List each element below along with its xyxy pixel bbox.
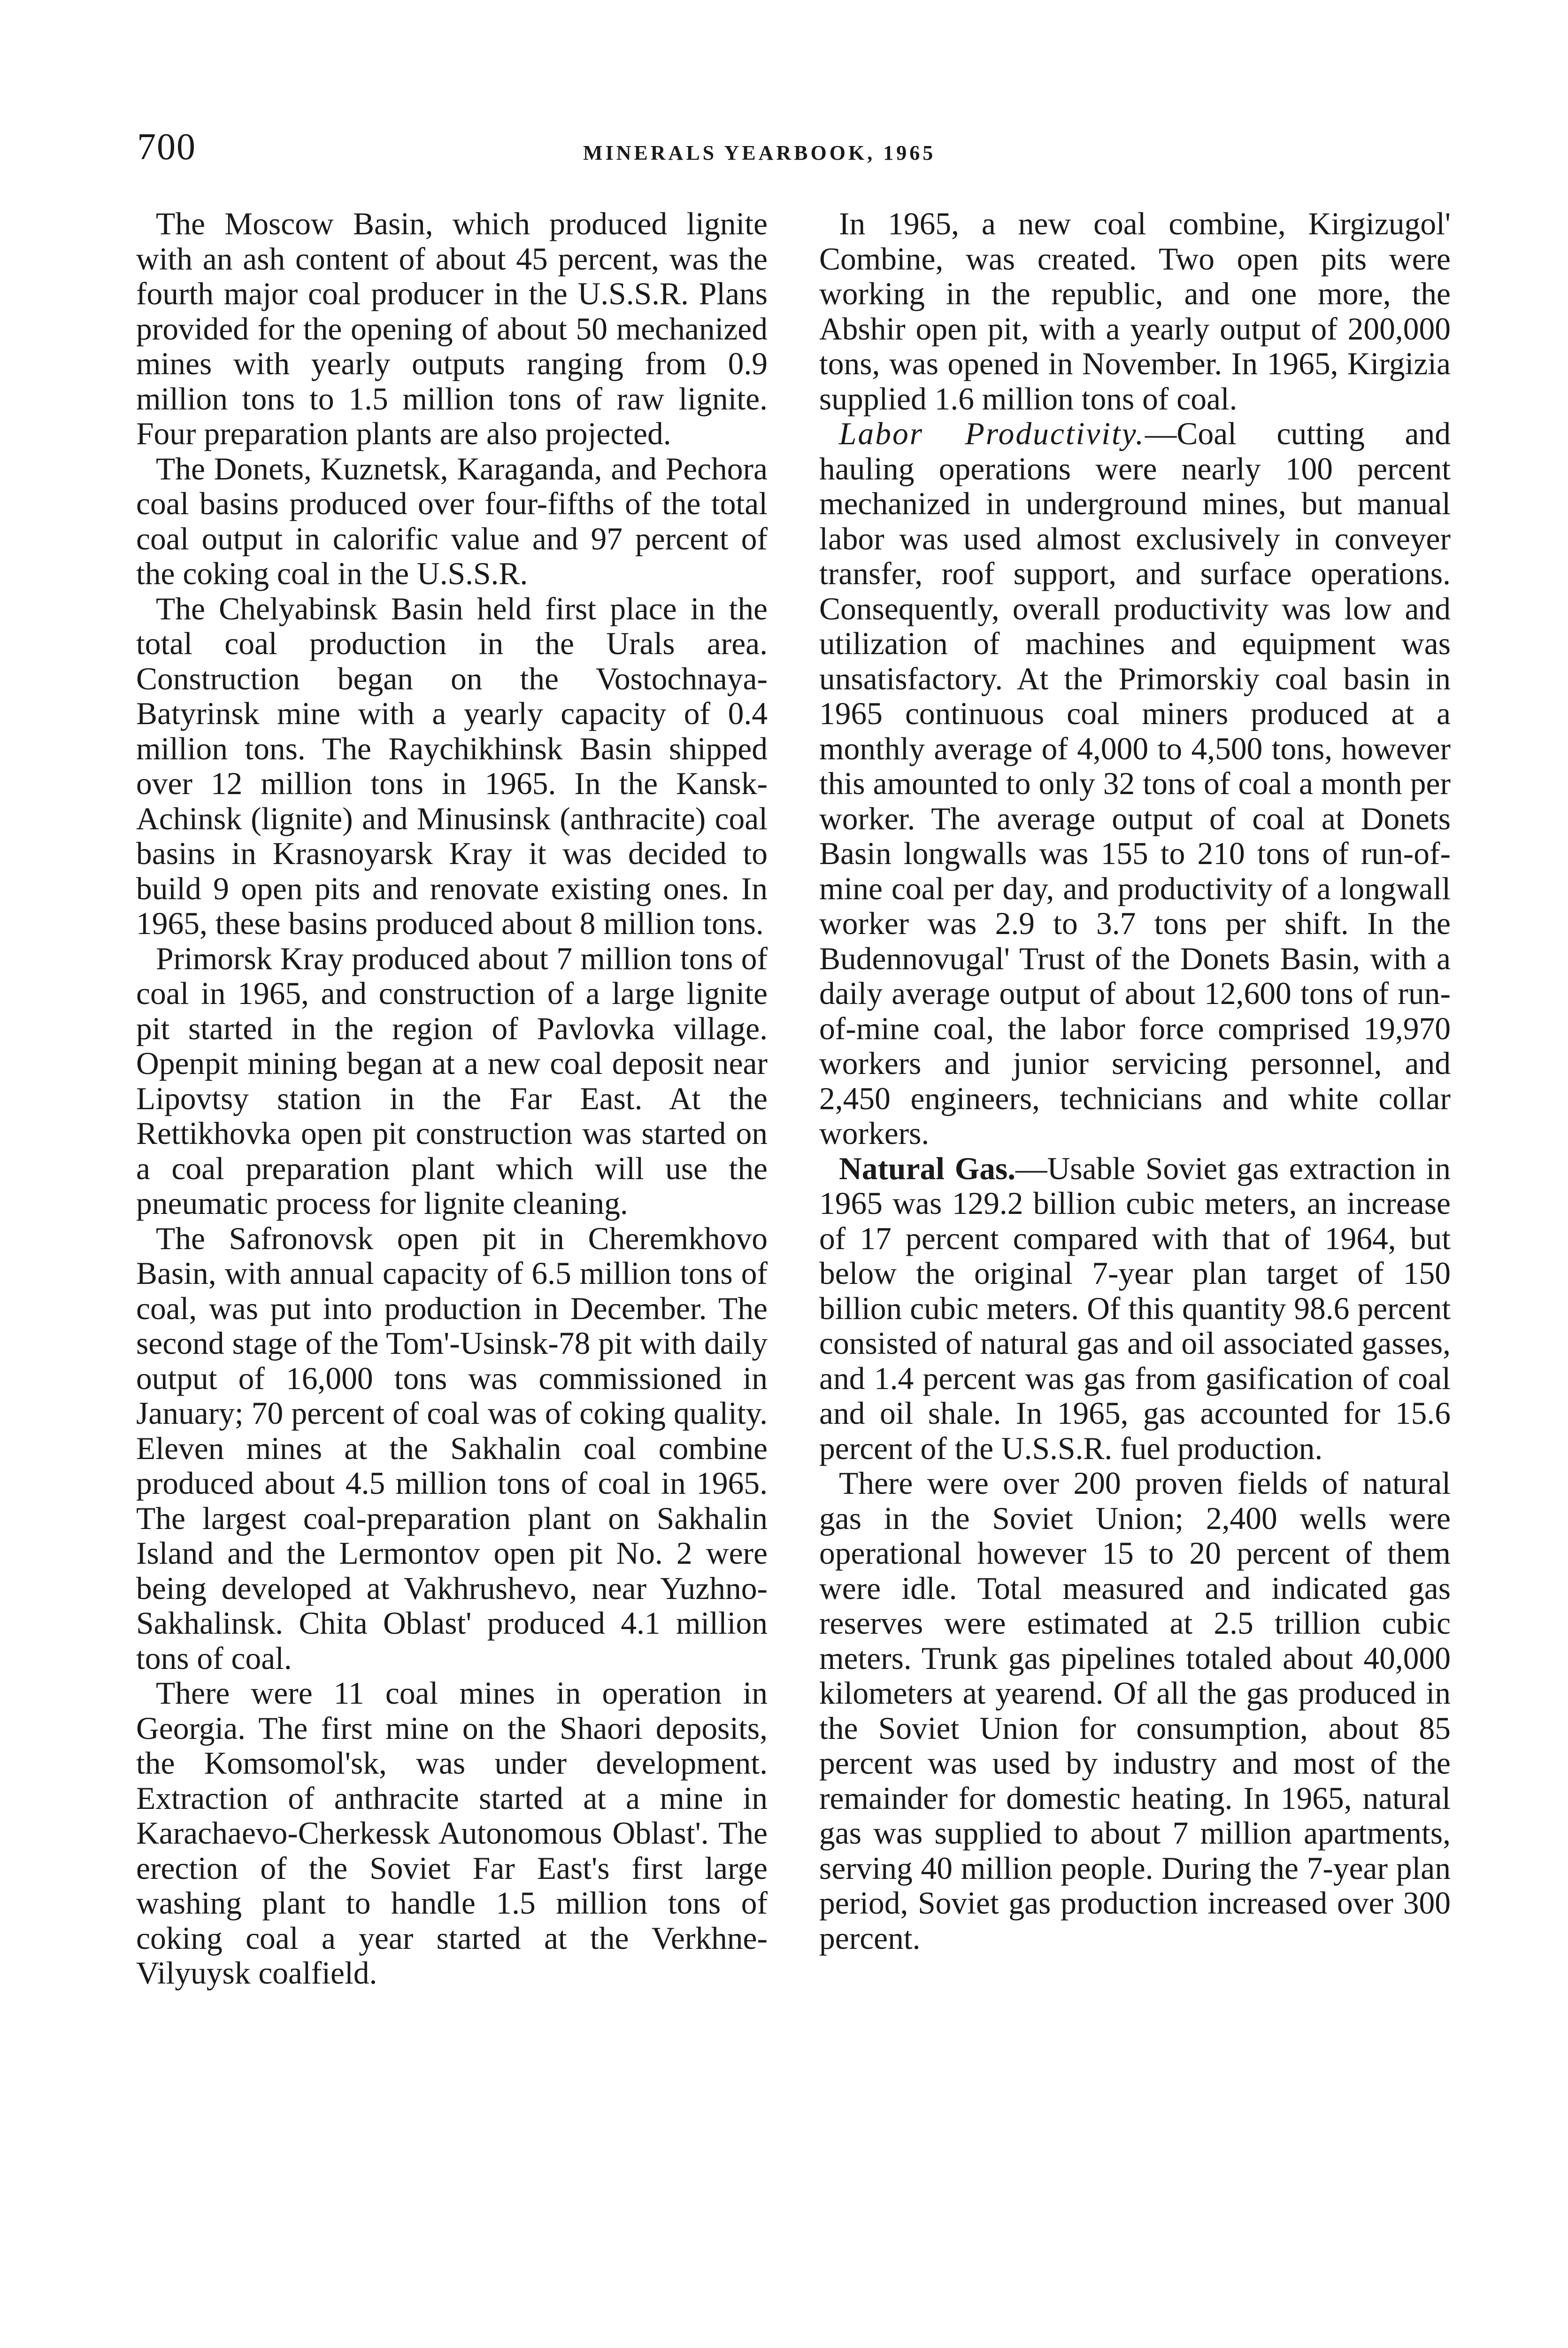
paragraph-chelyabinsk-basin: The Chelyabinsk Basin held first place in the total coal production in the Urals area. Construction began on the Vostochnaya-Batyrinsk mine with a yearly capacity of 0.4 million tons. The Raychikhinsk Basin shipped over 12 million tons in 1965. In the Kansk-Achinsk (lignite) and Minusinsk (anthracite) coal basins in Krasnoyarsk Kray it was decided to build 9 open pits and renovate existing ones. In 1965, these basins produced about 8 million tons. [136,591,768,941]
paragraph-natural-gas [819,1151,1451,1467]
paragraph-georgia-mines: There were 11 coal mines in operation in Georgia. The first mine on the Shaori deposits, the Komsomol'sk, was under development. Extraction of anthracite started at a mine in Karachaevo-Cherkessk Autonomous Oblast'. The erection of the Soviet Far East's first large washing plant to handle 1.5 million tons of coking coal a year started at the Verkhne-Vilyuysk coalfield. [136,1676,768,1991]
page-number: 700 [137,126,196,168]
paragraph-labor-productivity [819,417,1451,1151]
paragraph-donets-basins: The Donets, Kuznetsk, Karaganda, and Pechora coal basins produced over four-fifths of the total coal output in calorific value and 97 percent of the coking coal in the U.S.S.R. [136,451,768,591]
page-header [137,126,1447,178]
left-column [136,207,768,1991]
section-heading-labor-productivity: Labor Productivity. [839,416,1145,451]
right-column [819,207,1451,1956]
paragraph-gas-fields: There were over 200 proven fields of natural gas in the Soviet Union; 2,400 wells were operational however 15 to 20 percent of them were idle. Total measured and indicated gas reserves were estimated at 2.5 trillion cubic meters. Trunk gas pipelines totaled about 40,000 kilometers at yearend. Of all the gas produced in the Soviet Union for consumption, about 85 percent was used by industry and most of the remainder for domestic heating. In 1965, natural gas was supplied to about 7 million apartments, serving 40 million people. During the 7-year plan period, Soviet gas production increased over 300 percent. [819,1466,1451,1956]
paragraph-safronovsk-pit: The Safronovsk open pit in Cheremkhovo Basin, with annual capacity of 6.5 million tons of coal, was put into production in December. The second stage of the Tom'-Usinsk-78 pit with daily output of 16,000 tons was commissioned in January; 70 percent of coal was of coking quality. Eleven mines at the Sakhalin coal combine produced about 4.5 million tons of coal in 1965. The largest coal-preparation plant on Sakhalin Island and the Lermontov open pit No. 2 were being developed at Vakhrushevo, near Yuzhno-Sakhalinsk. Chita Oblast' produced 4.1 million tons of coal. [136,1220,768,1676]
paragraph-moscow-basin: The Moscow Basin, which produced lignite with an ash content of about 45 percent, was the fourth major coal producer in the U.S.S.R. Plans provided for the opening of about 50 mechanized mines with yearly outputs ranging from 0.9 million tons to 1.5 million tons of raw lignite. Four preparation plants are also projected. [136,206,768,451]
natural-gas-text: —Usable Soviet gas extraction in 1965 was 129.2 billion cubic meters, an increase of 17 percent compared with that of 1964, but below the original 7-year plan target of 150 billion cubic meters. Of this quantity 98.6 percent consisted of natural gas and oil associated gasses, and 1.4 percent was gas from gasification of coal and oil shale. In 1965, gas accounted for 15.6 percent of the U.S.S.R. fuel production. [819,1151,1451,1466]
paragraph-kirgizugol: In 1965, a new coal combine, Kirgizugol' Combine, was created. Two open pits were working in the republic, and one more, the Abshir open pit, with a yearly output of 200,000 tons, was opened in November. In 1965, Kirgizia supplied 1.6 million tons of coal. [819,206,1451,417]
paragraph-primorsk-kray: Primorsk Kray produced about 7 million tons of coal in 1965, and construction of a large lignite pit started in the region of Pavlovka village. Openpit mining began at a new coal deposit near Lipovtsy station in the Far East. At the Rettikhovka open pit construction was started on a coal preparation plant which will use the pneumatic process for lignite cleaning. [136,941,768,1221]
labor-productivity-text: —Coal cutting and hauling operations were nearly 100 percent mechanized in underground mines, but manual labor was used almost exclusively in conveyer transfer, roof support, and surface operations. Consequently, overall productivity was low and utilization of machines and equipment was unsatisfactory. At the Primorskiy coal basin in 1965 continuous coal miners produced at a monthly average of 4,000 to 4,500 tons, however this amounted to only 32 tons of coal a month per worker. The average output of coal at Donets Basin longwalls was 155 to 210 tons of run-of-mine coal per day, and productivity of a longwall worker was 2.9 to 3.7 tons per shift. In the Budennovugal' Trust of the Donets Basin, with a daily average output of about 12,600 tons of run-of-mine coal, the labor force comprised 19,970 workers and junior servicing personnel, and 2,450 engineers, technicians and white collar workers. [819,416,1451,1151]
running-head: MINERALS YEARBOOK, 1965 [583,141,936,164]
section-heading-natural-gas: Natural Gas. [839,1151,1016,1186]
